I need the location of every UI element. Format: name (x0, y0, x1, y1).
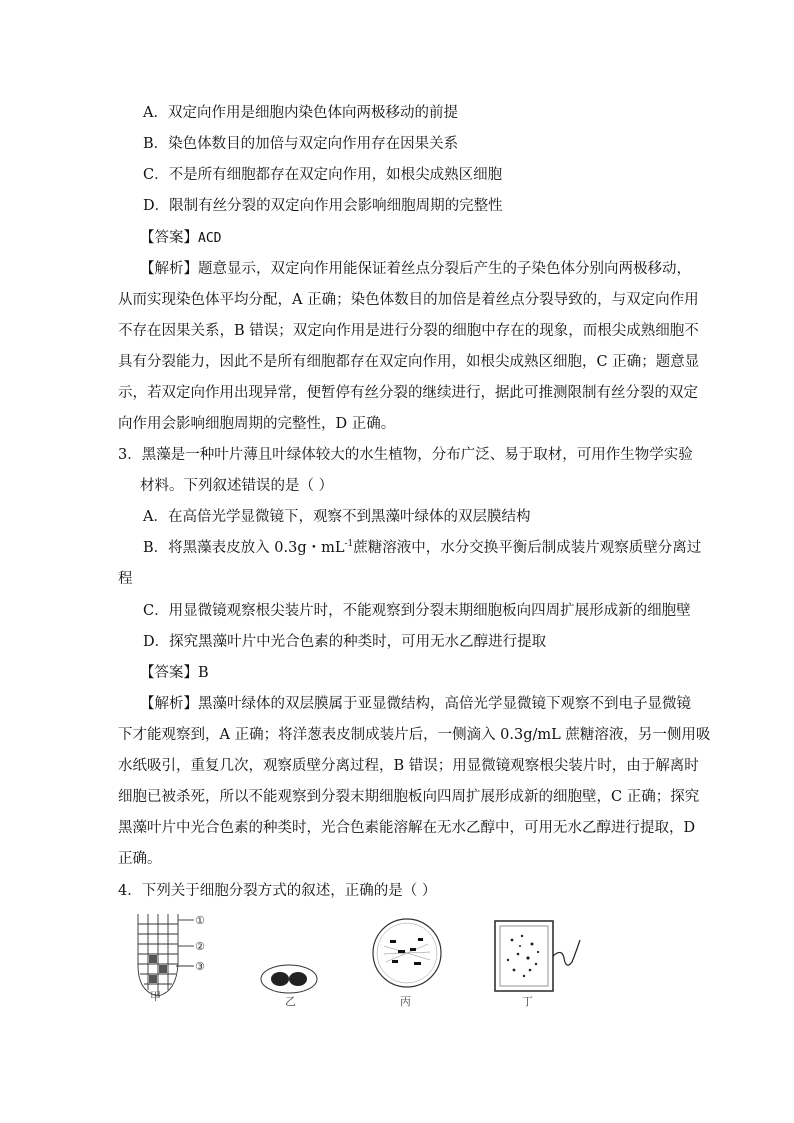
q3-analysis-line-3: 水纸吸引，重复几次，观察质壁分离过程，B 错误；用显微镜观察根尖装片时，由于解离时 (118, 758, 699, 774)
q2-analysis-line-2: 从而实现染色体平均分配，A 正确；染色体数目的加倍是着丝点分裂导致的，与双定向作用 (118, 292, 699, 308)
q3-stem-line-1: 3．黑藻是一种叶片薄且叶绿体较大的水生植物，分布广泛、易于取材，可用作生物学实验 (118, 447, 693, 463)
caption-jia: 甲 (150, 990, 161, 1003)
q2-option-d: D．限制有丝分裂的双定向作用会影响细胞周期的完整性 (143, 198, 503, 214)
q2-option-b: B．染色体数目的加倍与双定向作用存在因果关系 (143, 136, 459, 152)
q3-answer (140, 663, 209, 683)
answer-tag: 【答案】 (140, 665, 198, 681)
mark-2: ② (195, 940, 205, 953)
q2-option-c: C．不是所有细胞都存在双定向作用，如根尖成熟区细胞 (143, 167, 503, 183)
q3-option-b: B．将黑藻表皮放入 0.3g・$mL^{-1}$蔗糖溶液中，水分交换平衡后制成装片观察质壁分离过 (143, 539, 702, 556)
q3-option-c: C．用显微镜观察根尖装片时，不能观察到分裂末期细胞板向四周扩展形成新的细胞壁 (143, 603, 691, 619)
q3-analysis-line-4: 细胞已被杀死，所以不能观察到分裂末期细胞板向四周扩展形成新的细胞壁，C 正确；探究 (118, 789, 700, 805)
q2-analysis-line-6: 向作用会影响细胞周期的完整性，D 正确。 (118, 416, 396, 432)
q2-analysis-line-1: 【解析】题意显示，双定向作用能保证着丝点分裂后产生的子染色体分别向两极移动， (140, 261, 691, 277)
figure-bing-mitosis (370, 916, 444, 990)
mark-1: ① (195, 914, 205, 927)
q4-stem: 4．下列关于细胞分裂方式的叙述，正确的是（ ） (118, 883, 437, 899)
answer-value: B (198, 665, 209, 681)
q2-option-a: A．双定向作用是细胞内染色体向两极移动的前提 (143, 105, 458, 121)
q3-analysis-line-2: 下才能观察到，A 正确；将洋葱表皮制成装片后，一侧滴入 0.3g/mL 蔗糖溶液，另一侧用吸 (118, 727, 711, 743)
figure-ding-plant-cell (492, 918, 584, 998)
q3-analysis-line-1: 【解析】黑藻叶绿体的双层膜属于亚显微结构，高倍光学显微镜下观察不到电子显微镜 (140, 696, 691, 712)
analysis-tag: 【解析】 (140, 696, 198, 712)
q3-analysis-line-5: 黑藻叶片中光合色素的种类时，光合色素能溶解在无水乙醇中，可用无水乙醇进行提取，D (118, 820, 696, 836)
figure-jia-root-tip (128, 910, 218, 1000)
q2-analysis-line-4: 具有分裂能力，因此不是所有细胞都存在双定向作用，如根尖成熟区细胞，C 正确；题意显 (118, 354, 700, 370)
answer-value: ACD (198, 231, 222, 246)
caption-ding: 丁 (522, 995, 533, 1008)
mark-3: ③ (195, 960, 205, 973)
figure-yi-cell-division (258, 962, 320, 996)
q3-option-a: A．在高倍光学显微镜下，观察不到黑藻叶绿体的双层膜结构 (143, 509, 531, 525)
answer-tag: 【答案】 (140, 230, 198, 246)
q2-analysis-line-3: 不存在因果关系，B 错误；双定向作用是进行分裂的细胞中存在的现象，而根尖成熟细胞不 (118, 323, 699, 339)
analysis-tag: 【解析】 (140, 261, 198, 277)
q3-analysis-line-6: 正确。 (118, 851, 162, 867)
q3-option-b-line-2: 程 (118, 571, 133, 587)
q3-stem-line-2: 材料。下列叙述错误的是（ ） (140, 478, 334, 494)
q3-option-d: D．探究黑藻叶片中光合色素的种类时，可用无水乙醇进行提取 (143, 634, 547, 650)
q2-answer (140, 228, 221, 249)
caption-yi: 乙 (285, 995, 296, 1008)
caption-bing: 丙 (400, 995, 411, 1008)
q2-analysis-line-5: 示，若双定向作用出现异常，便暂停有丝分裂的继续进行，据此可推测限制有丝分裂的双定 (118, 385, 698, 401)
